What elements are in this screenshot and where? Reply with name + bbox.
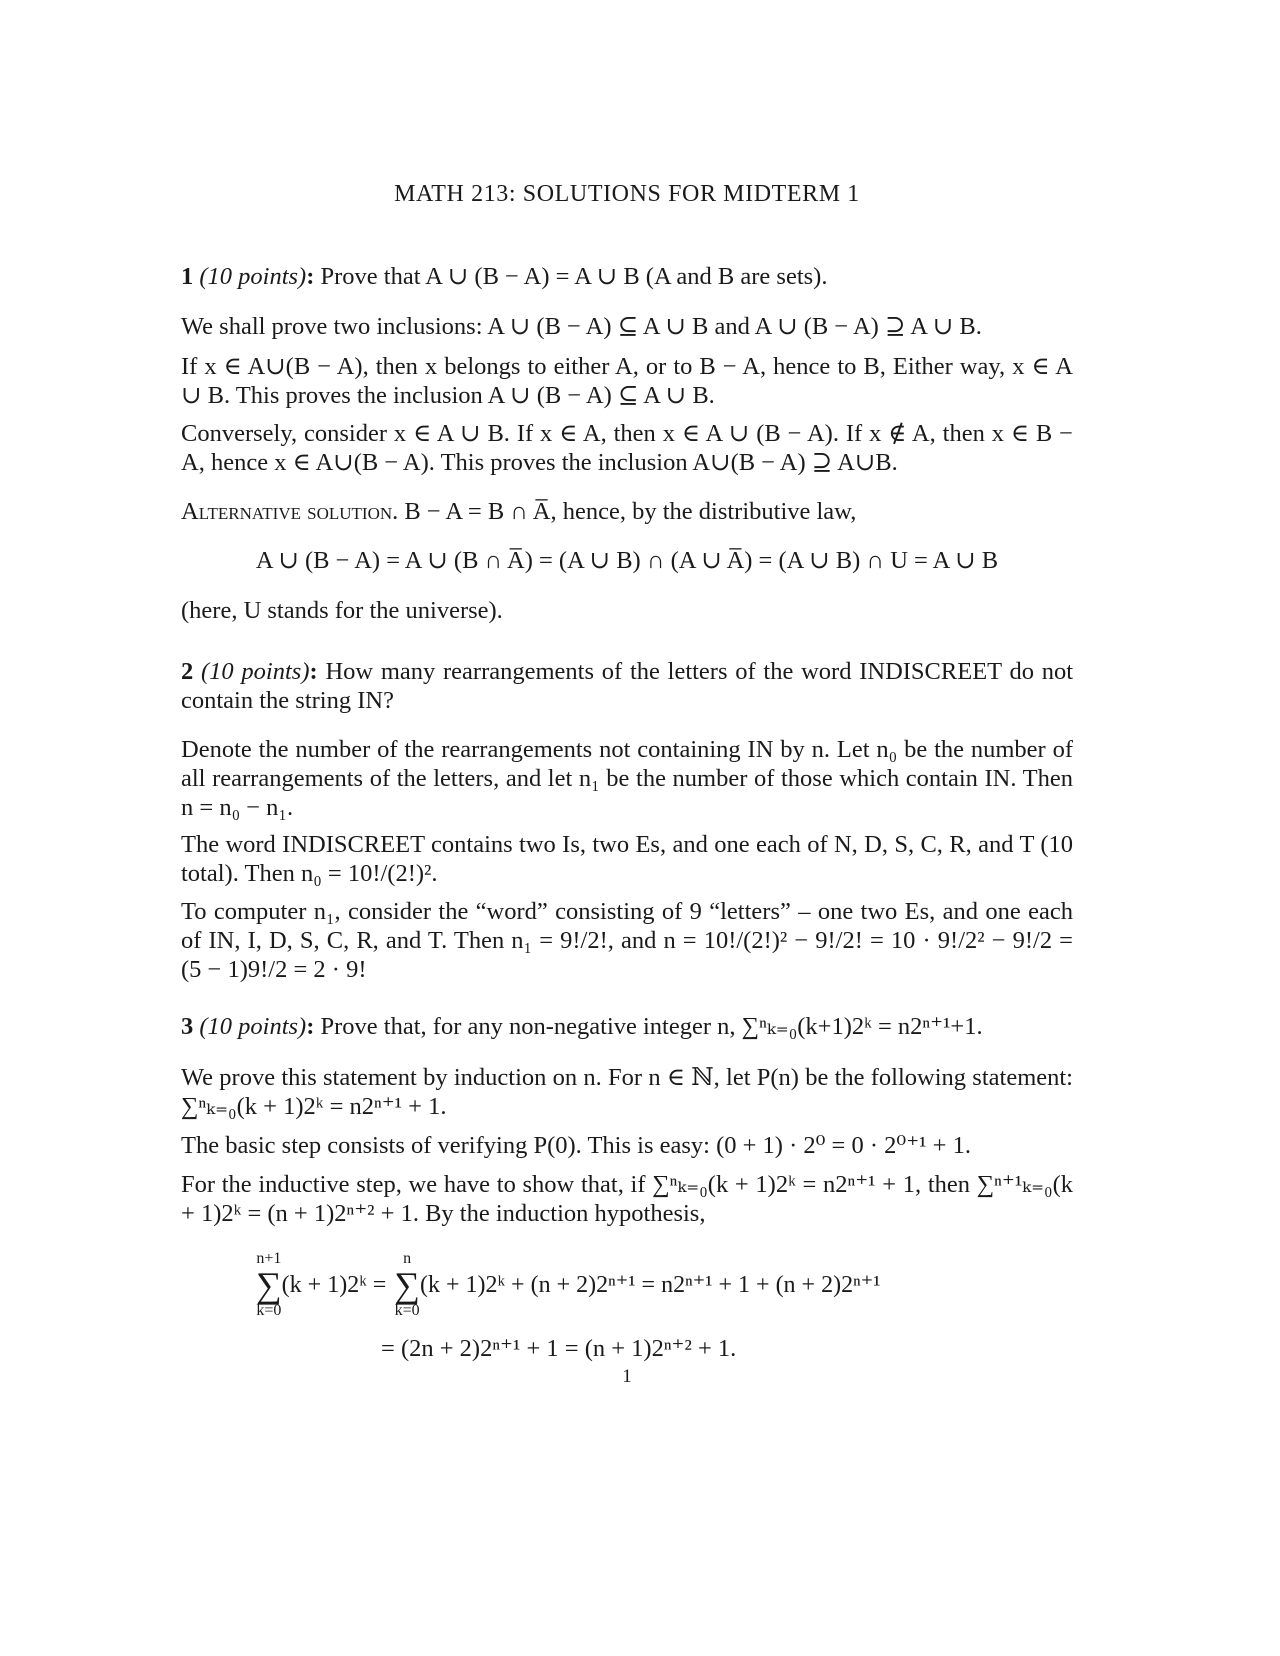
induction-equation-line-2: = (2n + 2)2ⁿ⁺¹ + 1 = (n + 1)2ⁿ⁺² + 1. [381,1335,737,1362]
problem-2-label: 2 [181,658,194,685]
sum-term-1: (k + 1)2ᵏ = [281,1271,387,1298]
sum-term-2: (k + 1)2ᵏ + (n + 2)2ⁿ⁺¹ = n2ⁿ⁺¹ + 1 + (n + 2)2ⁿ⁺¹ [419,1271,881,1298]
problem-3-heading: 3 (10 points): Prove that, for any non-negative integer n, ∑ⁿₖ₌₀(k+1)2ᵏ = n2ⁿ⁺¹+1. [181,1013,983,1040]
problem-1-para-1: We shall prove two inclusions: A ∪ (B − A) ⊆ A ∪ B and A ∪ (B − A) ⊇ A ∪ B. [181,313,982,340]
problem-1-statement: Prove that A ∪ (B − A) = A ∪ B (A and B are sets). [320,263,828,290]
sum-operator-1: n+1 ∑ k=0 [256,1250,282,1319]
problem-1-alternative [181,497,1073,526]
problem-3-para-3: For the inductive step, we have to show that, if ∑ⁿₖ₌₀(k + 1)2ᵏ = n2ⁿ⁺¹ + 1, then ∑ⁿ⁺¹ₖ₌₀(k + 1)2ᵏ = (n + 1)2ⁿ⁺² + 1. By the induction hypothesis, [181,1171,1073,1227]
problem-3-statement: Prove that, for any non-negative integer n, ∑ⁿₖ₌₀(k+1)2ᵏ = n2ⁿ⁺¹+1. [320,1013,983,1040]
problem-1-para-2: If x ∈ A∪(B − A), then x belongs to either A, or to B − A, hence to B, Either way, x ∈ A ∪ B. This proves the inclusion A ∪ (B − A) ⊆ A ∪ B. [181,353,1073,409]
alternative-text: B − A = B ∩ A̅, hence, by the distributive law, [404,498,857,525]
sum-operator-2: n ∑ k=0 [394,1250,420,1319]
induction-equation [256,1250,881,1320]
problem-3-points: (10 points) [199,1013,307,1040]
problem-2-para-2: The word INDISCREET contains two Is, two Es, and one each of N, D, S, C, R, and T (10 total). Then n₀ = 10!/(2!)². [181,831,1073,887]
problem-2-statement: How many rearrangements of the letters of the word INDISCREET do not contain the string IN? [181,658,1074,714]
problem-2-para-3: To computer n₁, consider the “word” consisting of 9 “letters” – one two Es, and one each of IN, I, D, S, C, R, and T. Then n₁ = 9!/2!, and n = 10!/(2!)² − 9!/2! = 10 · 9!/2² − 9!/2 = (5 − 1)9!/2 = 2 · 9! [181,898,1073,983]
problem-3-para-2: The basic step consists of verifying P(0). This is easy: (0 + 1) · 2⁰ = 0 · 2⁰⁺¹ + 1. [181,1132,971,1159]
document-page [181,0,1073,1656]
problem-2-heading: 2 (10 points): How many rearrangements of the letters of the word INDISCREET do not contain the string IN? [181,658,1074,714]
problem-2-para-1: Denote the number of the rearrangements not containing IN by n. Let n₀ be the number of all rearrangements of the letters, and let n₁ be the number of those which contain IN. Then n = n₀ − n₁. [181,736,1073,821]
problem-1-points: (10 points) [199,263,307,290]
alternative-label: Alternative solution. [181,498,399,525]
problem-1-heading: 1 (10 points): Prove that A ∪ (B − A) = A ∪ B (A and B are sets). [181,263,828,290]
alternative-tail: (here, U stands for the universe). [181,597,503,624]
page-number: 1 [622,1366,632,1387]
problem-1-para-3: Conversely, consider x ∈ A ∪ B. If x ∈ A, then x ∈ A ∪ (B − A). If x ∉ A, then x ∈ B − A, hence x ∈ A∪(B − A). This proves the inclusion A∪(B − A) ⊇ A∪B. [181,420,1073,476]
problem-3-para-1: We prove this statement by induction on n. For n ∈ ℕ, let P(n) be the following statement: ∑ⁿₖ₌₀(k + 1)2ᵏ = n2ⁿ⁺¹ + 1. [181,1064,1073,1120]
problem-1-label: 1 [181,263,194,290]
problem-2-points: (10 points) [201,658,310,685]
problem-3-label: 3 [181,1013,194,1040]
document-title: MATH 213: SOLUTIONS FOR MIDTERM 1 [394,181,860,207]
alternative-display-equation: A ∪ (B − A) = A ∪ (B ∩ A̅) = (A ∪ B) ∩ (A ∪ A̅) = (A ∪ B) ∩ U = A ∪ B [255,547,999,574]
